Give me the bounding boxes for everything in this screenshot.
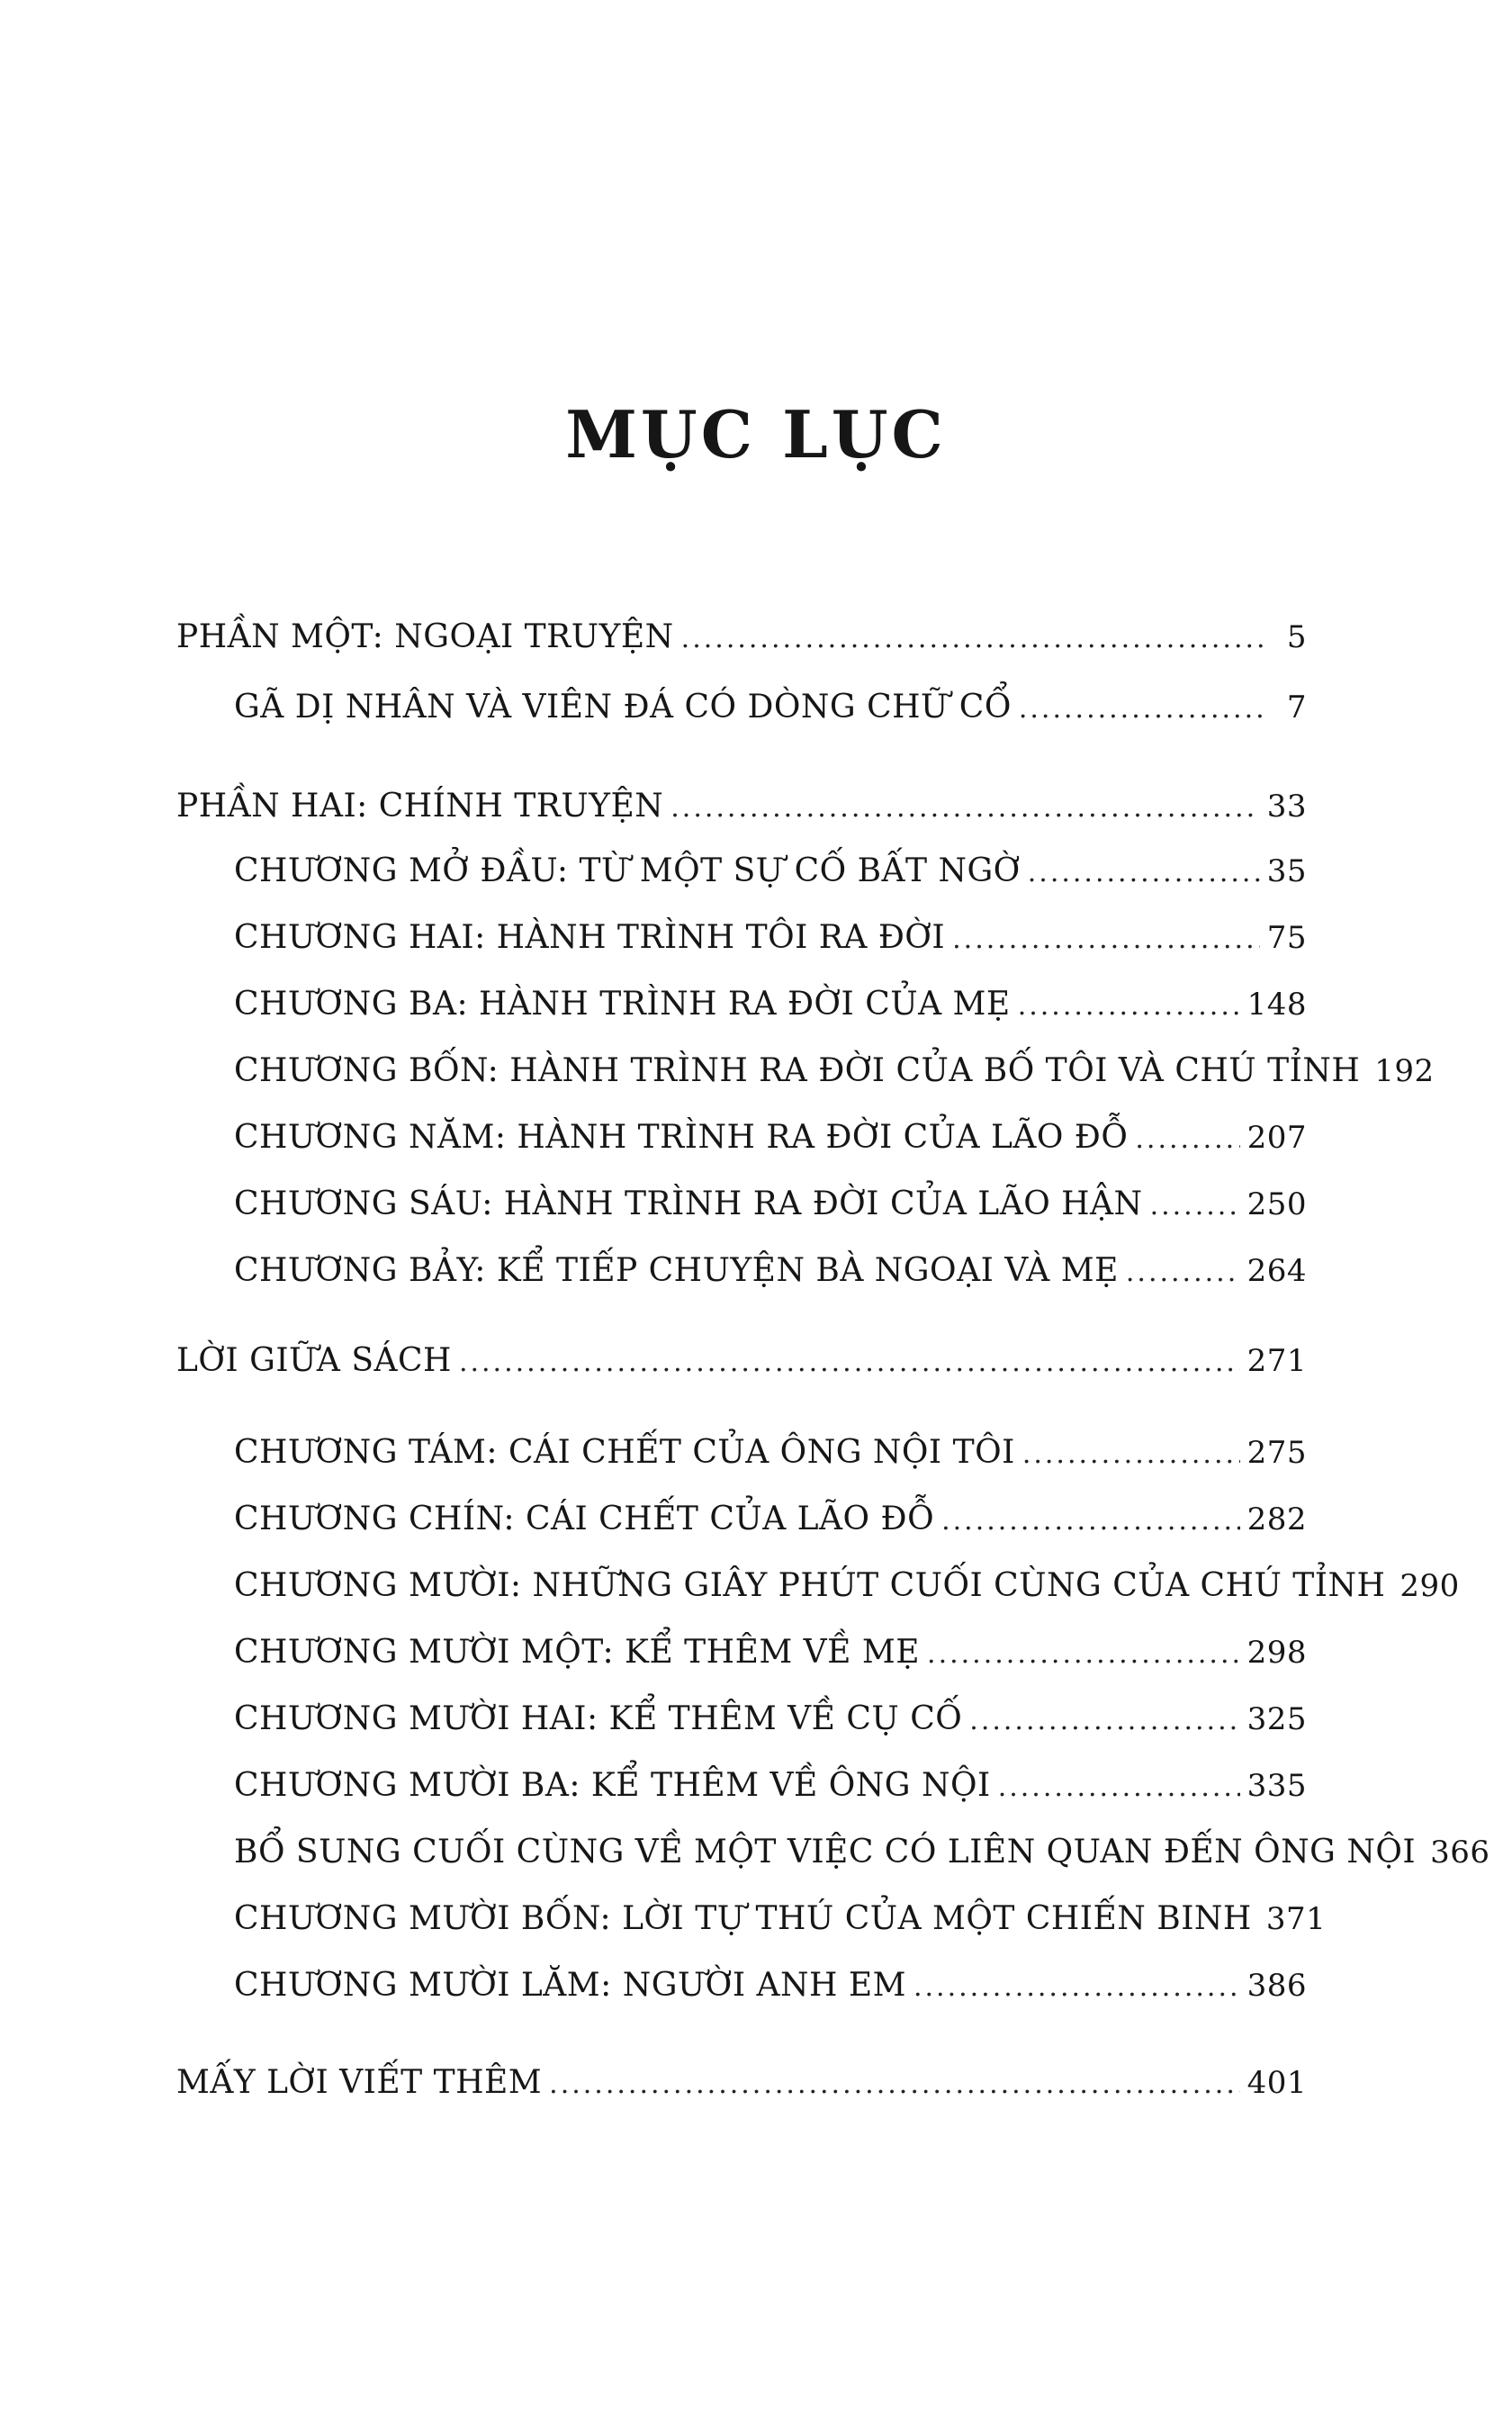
toc-entry-chapter [234,1185,1307,1222]
page-title: MỤC LỤC [565,396,947,473]
toc-entry-part [176,618,1307,655]
toc-entry-title: BỔ SUNG CUỐI CÙNG VỀ MỘT VIỆC CÓ LIÊN QUAN ĐẾN ÔNG NỘI [234,1834,1417,1871]
toc-entry-chapter [234,1503,1307,1536]
dot-leader [1022,1441,1240,1468]
toc-entry-chapter [234,1767,1307,1804]
toc-entry-chapter [234,1636,1307,1669]
toc-entry-chapter [234,1119,1307,1156]
toc-entry-chapter [234,988,1307,1021]
toc-entry-page: 75 [1266,920,1307,956]
dot-leader [1135,1126,1239,1153]
toc-entry-title: CHƯƠNG MƯỜI BỐN: LỜI TỰ THÚ CỦA MỘT CHIẾN BINH [234,1900,1252,1937]
dot-leader [1018,993,1240,1020]
toc-entry-chapter [234,691,1307,724]
dot-leader [1126,1259,1240,1286]
toc-entry-title: MẤY LỜI VIẾT THÊM [176,2064,543,2101]
toc-entry-chapter [234,1052,1435,1089]
toc-entry-part [176,2064,1307,2101]
toc-entry-title: CHƯƠNG BẢY: KỂ TIẾP CHUYỆN BÀ NGOẠI VÀ MẸ [234,1252,1119,1289]
dot-leader [459,1349,1240,1376]
toc-entry-title: CHƯƠNG BA: HÀNH TRÌNH RA ĐỜI CỦA MẸ [234,986,1011,1023]
toc-entry-title: CHƯƠNG MƯỜI HAI: KỂ THÊM VỀ CỤ CỐ [234,1700,963,1737]
toc-entry-title: CHƯƠNG SÁU: HÀNH TRÌNH RA ĐỜI CỦA LÃO HẬN [234,1185,1143,1222]
toc-entry-page: 371 [1265,1901,1327,1937]
toc-entry-part [176,790,1307,823]
toc-entry-title: CHƯƠNG MƯỜI: NHỮNG GIÂY PHÚT CUỐI CÙNG CỦA CHÚ TỈNH [234,1567,1386,1604]
toc-entry-page: 148 [1246,987,1307,1023]
toc-entry-title: PHẦN HAI: CHÍNH TRUYỆN [176,788,664,825]
toc-entry-title: CHƯƠNG BỐN: HÀNH TRÌNH RA ĐỜI CỦA BỐ TÔI VÀ CHÚ TỈNH [234,1052,1361,1089]
toc-entry-page: 250 [1246,1186,1307,1222]
toc-entry-title: CHƯƠNG MỞ ĐẦU: TỪ MỘT SỰ CỐ BẤT NGỜ [234,852,1021,889]
dot-leader [670,795,1259,822]
dot-leader [927,1641,1240,1668]
toc-entry-title: LỜI GIỮA SÁCH [176,1342,452,1379]
toc-entry-page: 192 [1374,1053,1435,1089]
dot-leader [549,2071,1239,2098]
dot-leader [952,926,1260,953]
toc-entry-page: 7 [1286,690,1307,726]
toc-entry-title: CHƯƠNG MƯỜI MỘT: KỂ THÊM VỀ MẸ [234,1634,921,1671]
dot-leader [681,626,1264,653]
toc-entry-page: 366 [1430,1835,1490,1871]
toc-entry-page: 386 [1246,1968,1307,2004]
dot-leader [1019,696,1264,723]
dot-leader [969,1708,1239,1735]
toc-entry-chapter [234,1834,1490,1871]
toc-entry-page: 5 [1286,619,1307,655]
toc-entry-chapter [234,1700,1307,1737]
toc-entry-chapter [234,1567,1460,1604]
toc-entry-title: GÃ DỊ NHÂN VÀ VIÊN ĐÁ CÓ DÒNG CHỮ CỔ [234,689,1012,726]
toc-entry-page: 207 [1246,1120,1307,1156]
dot-leader [1150,1193,1240,1220]
toc-entry-title: CHƯƠNG MƯỜI BA: KỂ THÊM VỀ ÔNG NỘI [234,1767,991,1804]
toc-entry-title: CHƯƠNG HAI: HÀNH TRÌNH TÔI RA ĐỜI [234,919,946,956]
toc-entry-title: CHƯƠNG NĂM: HÀNH TRÌNH RA ĐỜI CỦA LÃO ĐỖ [234,1119,1129,1156]
toc-entry-chapter [234,919,1307,956]
toc-entry-chapter [234,1900,1327,1937]
dot-leader [998,1774,1240,1801]
dot-leader [914,1974,1240,2001]
toc-entry-page: 290 [1400,1568,1460,1604]
toc-entry-page: 401 [1246,2065,1307,2101]
toc-entry-title: CHƯƠNG TÁM: CÁI CHẾT CỦA ÔNG NỘI TÔI [234,1434,1015,1471]
dot-leader [941,1508,1240,1535]
dot-leader [1028,860,1260,887]
toc-entry-chapter [234,1434,1307,1471]
toc-entry-chapter [234,852,1307,889]
toc-entry-page: 275 [1246,1435,1307,1471]
toc-entry-page: 325 [1246,1701,1307,1737]
toc-entry-chapter [234,1967,1307,2004]
toc-entry-title: CHƯƠNG CHÍN: CÁI CHẾT CỦA LÃO ĐỖ [234,1501,935,1537]
toc-entry-page: 271 [1246,1343,1307,1379]
toc-entry-title: CHƯƠNG MƯỜI LĂM: NGƯỜI ANH EM [234,1967,906,2004]
toc-entry-title: PHẦN MỘT: NGOẠI TRUYỆN [176,618,674,655]
toc-entry-chapter [234,1252,1307,1289]
toc-entry-page: 264 [1246,1253,1307,1289]
toc-entry-page: 335 [1246,1768,1307,1804]
toc-entry-page: 35 [1266,853,1307,889]
toc-entry-page: 33 [1266,789,1307,825]
toc-entry-page: 298 [1246,1635,1307,1671]
toc-entry-part [176,1342,1307,1379]
toc-entry-page: 282 [1246,1501,1307,1537]
